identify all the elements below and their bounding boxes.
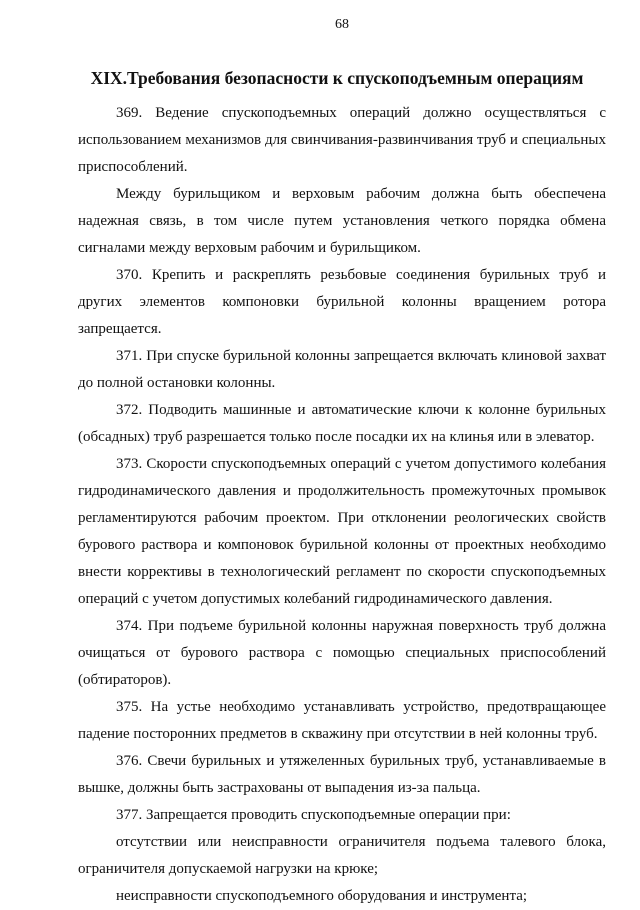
page-number: 68	[335, 17, 349, 32]
paragraph-375: 375. На устье необходимо устанавливать устройство, предотвращающее падение посторонних предметов в скважину при отсутствии в ней колонны труб.	[78, 699, 606, 742]
document-body	[78, 100, 606, 910]
paragraph-376: 376. Свечи бурильных и утяжеленных бурильных труб, устанавливаемые в вышке, должны быть застрахованы от выпадения из-за пальца.	[78, 753, 606, 796]
paragraph-374: 374. При подъеме бурильной колонны наружная поверхность труб должна очищаться от бурового раствора с помощью специальных приспособлений (обтираторов).	[78, 618, 606, 688]
list-item-equipment: неисправности спускоподъемного оборудования и инструмента;	[116, 888, 528, 904]
paragraph-communication: Между бурильщиком и верховым рабочим должна быть обеспечена надежная связь, в том числе путем установления четкого порядка обмена сигналами между верховым рабочим и бурильщиком.	[78, 186, 606, 256]
list-item-limiter: отсутствии или неисправности ограничителя подъема талевого блока, ограничителя допускаемой нагрузки на крюке;	[78, 834, 606, 877]
paragraph-377: 377. Запрещается проводить спускоподъемные операции при:	[116, 807, 511, 823]
section-heading: XIX.Требования безопасности к спускоподъемным операциям	[90, 68, 584, 88]
paragraph-370: 370. Крепить и раскреплять резьбовые соединения бурильных труб и других элементов компоновки бурильной колонны вращением ротора запрещается.	[78, 267, 606, 337]
paragraph-371: 371. При спуске бурильной колонны запрещается включать клиновой захват до полной остановки колонны.	[78, 348, 606, 391]
paragraph-372: 372. Подводить машинные и автоматические ключи к колонне бурильных (обсадных) труб разрешается только после посадки их на клинья или в элеватор.	[78, 402, 606, 445]
paragraph-373: 373. Скорости спускоподъемных операций с учетом допустимого колебания гидродинамического давления и продолжительность промежуточных промывок регламентируются рабочим проектом. При отклонении реологических свойств бурового раствора и компоновок бурильной колонны от проектных необходимо внести коррективы в технологический регламент по скорости спускоподъемных операций с учетом допустимых колебаний гидродинамического давления.	[78, 456, 606, 607]
paragraph-369: 369. Ведение спускоподъемных операций должно осуществляться с использованием механизмов для свинчивания-развинчивания труб и специальных приспособлений.	[78, 105, 606, 175]
